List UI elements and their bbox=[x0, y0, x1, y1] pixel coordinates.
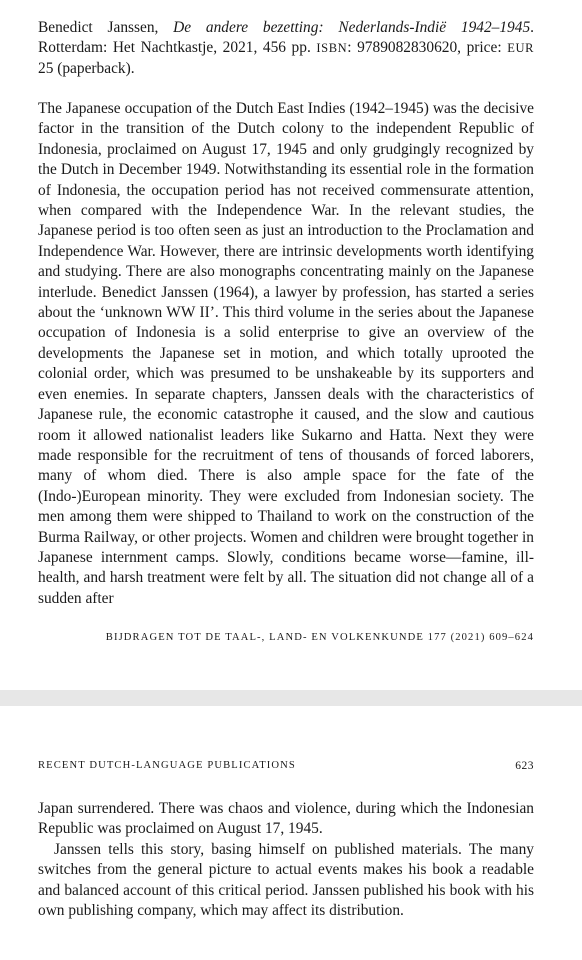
review-paragraph: The Japanese occupation of the Dutch East Indies (1942–1945) was the decisive factor in the transition of the Dutch colony to the independent Republic of Indonesia, proclaimed on August 17, 1945 and only grudgingly recognized by the Dutch in December 1949. Notwithstanding its essential role in the formation of Indonesia, the occupation period has not received commensurate attention, when compared with the Independence War. In the relevant studies, the Japanese period is too often seen as just an introduction to the Proclamation and Independence War. However, there are intrinsic developments worth identifying and studying. There are also monographs concentrating mainly on the Japanese interlude. Benedict Janssen (1964), a lawyer by profession, has started a series about the ‘unknown WW II’. This third volume in the series about the Japanese occupation of Indonesia is a solid enterprise to give an overview of the developments the Japanese set in motion, and which totally uprooted the colonial order, which was presumed to be unshakeable by its supporters and even enemies. In separate chapters, Janssen deals with the characteristics of Japanese rule, the economic catastrophe it caused, and the slow and cautious room it allowed nationalist leaders like Sukarno and Hatta. Next they were made responsible for the recruitment of tens of thousands of forced laborers, many of whom died. There is also ample space for the fate of the (Indo-)European minority. They were excluded from Indonesian society. The men among them were shipped to Thailand to work on the construction of the Burma Railway, or other projects. Women and children were brought together in Japanese internment camps. Slowly, conditions became worse—famine, ill-health, and harsh treatment were felt by all. The situation did not change all of a sudden after bbox=[38, 100, 534, 607]
citation-price-value: 25 (paperback). bbox=[38, 59, 135, 77]
continued-paragraph-2: Janssen tells this story, basing himself on published materials. The many switches from the general picture to actual events makes his book a readable and balanced account of this critical period. Janssen published his book with his own publishing company, which may affect its distribution. bbox=[38, 840, 534, 920]
page-separator bbox=[0, 690, 582, 706]
journal-footer: BIJDRAGEN TOT DE TAAL-, LAND- EN VOLKENKUNDE 177 (2021) 609–624 bbox=[105, 632, 534, 643]
page-number: 623 bbox=[515, 760, 534, 772]
citation-isbn-label: ISBN bbox=[316, 41, 348, 56]
review-body bbox=[38, 99, 534, 609]
citation-publisher: . Rotterdam: Het Nachtkastje, 2021, 456 pp. bbox=[38, 19, 534, 57]
citation-title: De andere bezetting: Nederlands-Indië 1942–1945 bbox=[173, 19, 531, 36]
running-header bbox=[38, 760, 534, 772]
section-title: RECENT DUTCH-LANGUAGE PUBLICATIONS bbox=[38, 760, 296, 771]
citation-author: Benedict Janssen, bbox=[38, 19, 174, 36]
continued-paragraph-1: Japan surrendered. There was chaos and violence, during which the Indonesian Republic was proclaimed on August 17, 1945. bbox=[38, 800, 534, 838]
continued-review-body bbox=[38, 799, 534, 921]
page-bottom bbox=[0, 706, 582, 960]
book-citation bbox=[38, 18, 534, 79]
citation-isbn-value: : 9789082830620, price: bbox=[347, 39, 508, 57]
citation-price-currency: EUR bbox=[507, 41, 535, 56]
